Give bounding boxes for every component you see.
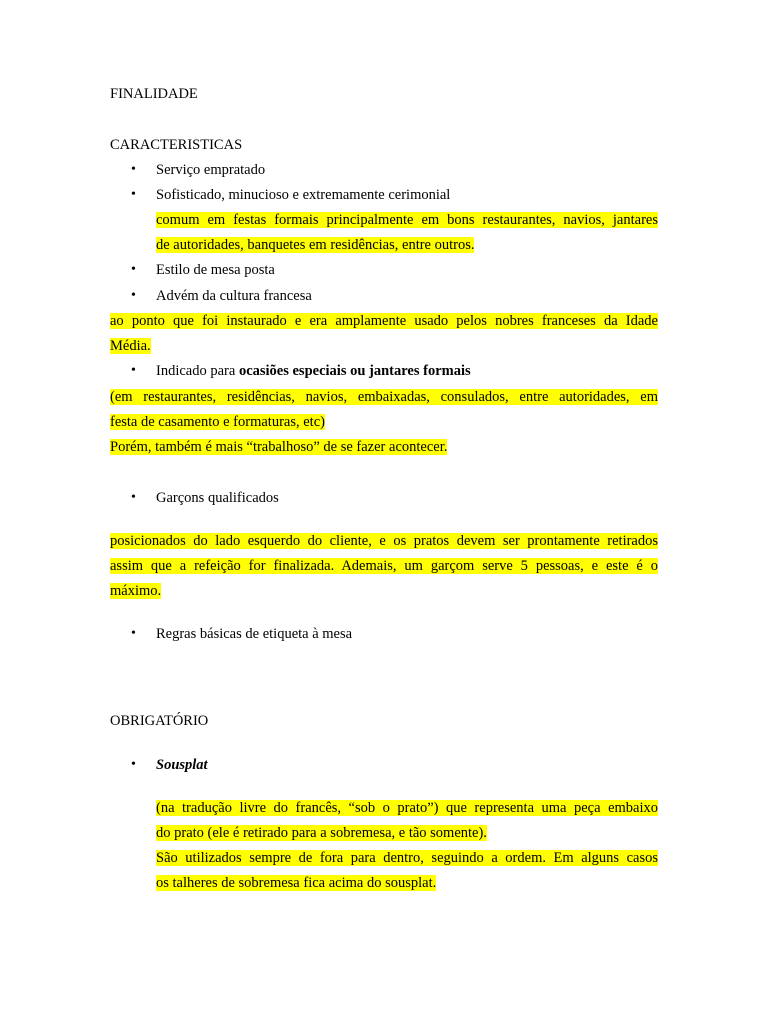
bullet: •: [131, 262, 136, 277]
highlighted-line: Porém, também é mais “trabalhoso” de se fazer acontecer.: [110, 439, 448, 455]
highlighted-line: assim que a refeição for finalizada. Ademais, um garçom serve 5 pessoas, e este é o: [110, 558, 658, 574]
list-item-indicado: Indicado para ocasiões especiais ou jantares formais: [156, 363, 471, 379]
list-item-servico: Serviço empratado: [156, 162, 266, 178]
highlighted-line: Média.: [110, 338, 151, 354]
bullet: •: [131, 288, 136, 303]
list-item-garcons: Garçons qualificados: [156, 490, 279, 506]
highlighted-line: posicionados do lado esquerdo do cliente, e os pratos devem ser prontamente retirados: [110, 533, 658, 549]
highlighted-line: ao ponto que foi instaurado e era amplamente usado pelos nobres franceses da Idade: [110, 313, 658, 329]
highlighted-line: São utilizados sempre de fora para dentro, seguindo a ordem. Em alguns casos: [156, 850, 658, 866]
highlighted-line: de autoridades, banquetes em residências, entre outros.: [156, 237, 475, 253]
list-item-regras: Regras básicas de etiqueta à mesa: [156, 626, 353, 642]
list-item-sousplat: Sousplat: [156, 757, 208, 773]
highlighted-line: do prato (ele é retirado para a sobremesa, e tão somente).: [156, 825, 487, 841]
highlighted-line: máximo.: [110, 583, 162, 599]
highlighted-line: (em restaurantes, residências, navios, embaixadas, consulados, entre autoridades, em: [110, 389, 658, 405]
highlighted-line: festa de casamento e formaturas, etc): [110, 414, 325, 430]
list-item-sofisticado: Sofisticado, minucioso e extremamente cerimonial: [156, 187, 451, 203]
bullet: •: [131, 757, 136, 772]
highlighted-line: os talheres de sobremesa fica acima do sousplat.: [156, 875, 437, 891]
bullet: •: [131, 162, 136, 177]
heading-caracteristicas: CARACTERISTICAS: [110, 137, 243, 153]
heading-finalidade: FINALIDADE: [110, 86, 198, 102]
highlighted-line: comum em festas formais principalmente em bons restaurantes, navios, jantares: [156, 212, 658, 228]
list-item-advem: Advém da cultura francesa: [156, 288, 312, 304]
bullet: •: [131, 490, 136, 505]
bold-text: ocasiões especiais ou jantares formais: [238, 363, 471, 379]
heading-obrigatorio: OBRIGATÓRIO: [110, 713, 209, 729]
highlighted-line: (na tradução livre do francês, “sob o prato”) que representa uma peça embaixo: [156, 800, 658, 816]
bullet: •: [131, 363, 136, 378]
list-item-estilo: Estilo de mesa posta: [156, 262, 275, 278]
bullet: •: [131, 187, 136, 202]
bullet: •: [131, 626, 136, 641]
